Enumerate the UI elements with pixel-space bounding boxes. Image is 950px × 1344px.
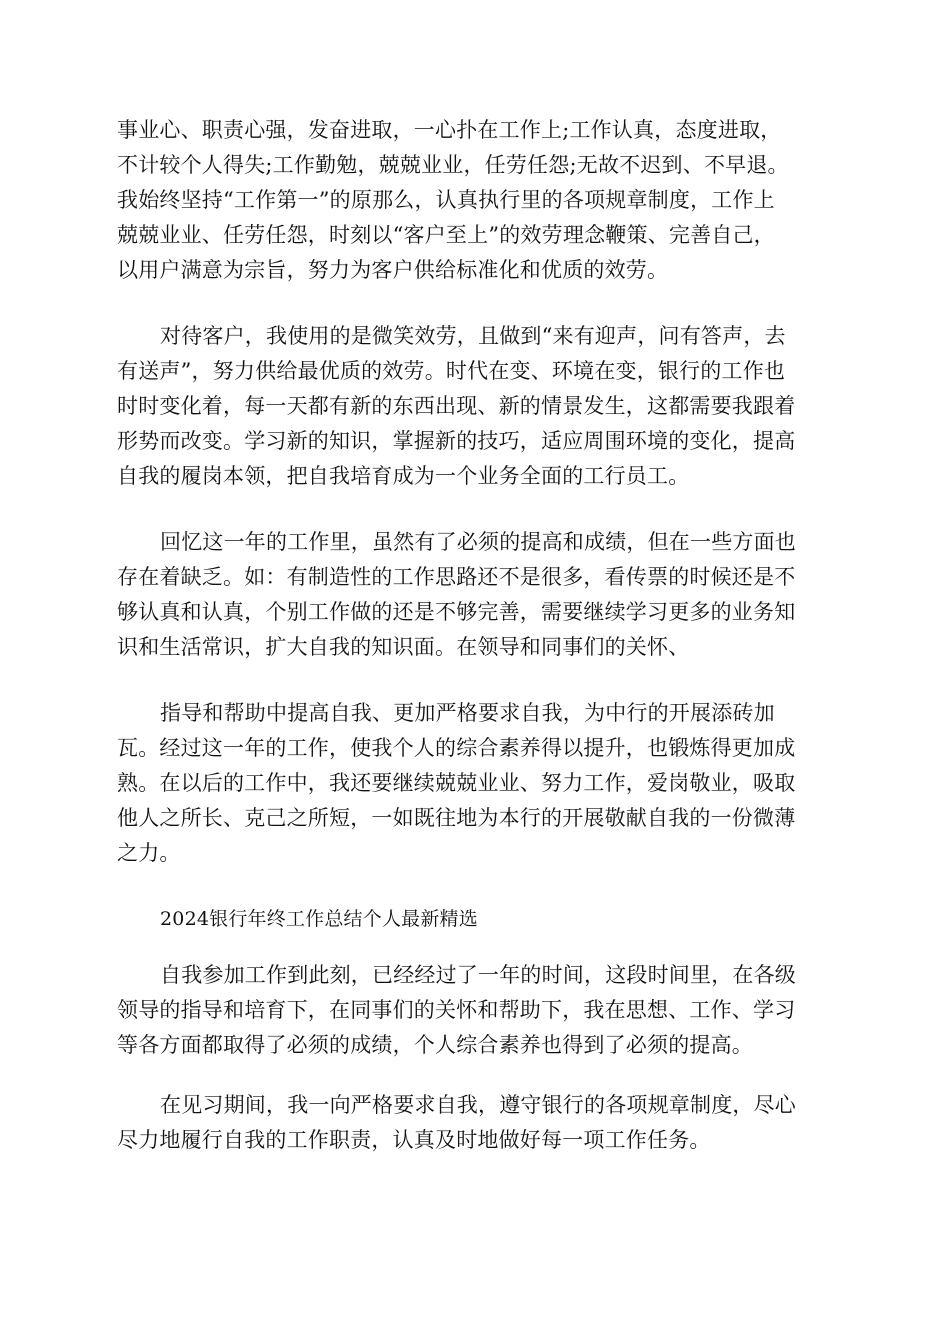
paragraph-4-line-5: 之力。 bbox=[117, 841, 181, 865]
paragraph-1-line-4: 兢兢业业、任劳任怨，时刻以“客户至上”的效劳理念鞭策、完善自己， bbox=[117, 223, 775, 247]
paragraph-4-line-3: 熟。在以后的工作中，我还要继续兢兢业业、努力工作，爱岗敬业，吸取 bbox=[117, 771, 796, 795]
paragraph-1-line-1: 事业心、职责心强，发奋进取，一心扑在工作上;工作认真，态度进取， bbox=[117, 118, 782, 142]
paragraph-3-line-1: 回忆这一年的工作里，虽然有了必须的提高和成绩，但在一些方面也 bbox=[160, 530, 796, 554]
paragraph-2-line-3: 时时变化着，每一天都有新的东西出现、新的情景发生，这都需要我跟着 bbox=[117, 394, 796, 418]
paragraph-6-line-1: 自我参加工作到此刻，已经经过了一年的时间，这段时间里，在各级 bbox=[160, 963, 796, 987]
section-heading: 2024银行年终工作总结个人最新精选 bbox=[160, 908, 478, 930]
paragraph-1-line-5: 以用户满意为宗旨，努力为客户供给标准化和优质的效劳。 bbox=[117, 258, 669, 282]
paragraph-7-line-1: 在见习期间，我一向严格要求自我，遵守银行的各项规章制度，尽心 bbox=[160, 1093, 796, 1117]
paragraph-1-line-2: 不计较个人得失;工作勤勉，兢兢业业，任劳任怨;无故不迟到、不早退。 bbox=[117, 153, 789, 177]
paragraph-3-line-3: 够认真和认真，个别工作做的还是不够完善，需要继续学习更多的业务知 bbox=[117, 600, 796, 624]
paragraph-2-line-5: 自我的履岗本领，把自我培育成为一个业务全面的工行员工。 bbox=[117, 464, 690, 488]
paragraph-2-line-2: 有送声”，努力供给最优质的效劳。时代在变、环境在变，银行的工作也 bbox=[117, 359, 786, 383]
paragraph-6-line-2: 领导的指导和培育下，在同事们的关怀和帮助下，我在思想、工作、学习 bbox=[117, 998, 796, 1022]
paragraph-1-line-3: 我始终坚持“工作第一”的原那么，认真执行里的各项规章制度，工作上 bbox=[117, 188, 775, 212]
paragraph-7-line-2: 尽力地履行自我的工作职责，认真及时地做好每一项工作任务。 bbox=[117, 1128, 711, 1152]
paragraph-6-line-3: 等各方面都取得了必须的成绩，个人综合素养也得到了必须的提高。 bbox=[117, 1033, 753, 1057]
paragraph-3-line-2: 存在着缺乏。如：有制造性的工作思路还不是很多，看传票的时候还是不 bbox=[117, 565, 796, 589]
paragraph-2-line-4: 形势而改变。学习新的知识，掌握新的技巧，适应周围环境的变化，提高 bbox=[117, 429, 796, 453]
paragraph-4-line-4: 他人之所长、克己之所短，一如既往地为本行的开展敬献自我的一份微薄 bbox=[117, 806, 796, 830]
paragraph-4-line-2: 瓦。经过这一年的工作，使我个人的综合素养得以提升，也锻炼得更加成 bbox=[117, 736, 796, 760]
paragraph-4-line-1: 指导和帮助中提高自我、更加严格要求自我，为中行的开展添砖加 bbox=[160, 701, 775, 725]
paragraph-2-line-1: 对待客户，我使用的是微笑效劳，且做到“来有迎声，问有答声，去 bbox=[160, 324, 786, 348]
paragraph-3-line-4: 识和生活常识，扩大自我的知识面。在领导和同事们的关怀、 bbox=[117, 635, 690, 659]
